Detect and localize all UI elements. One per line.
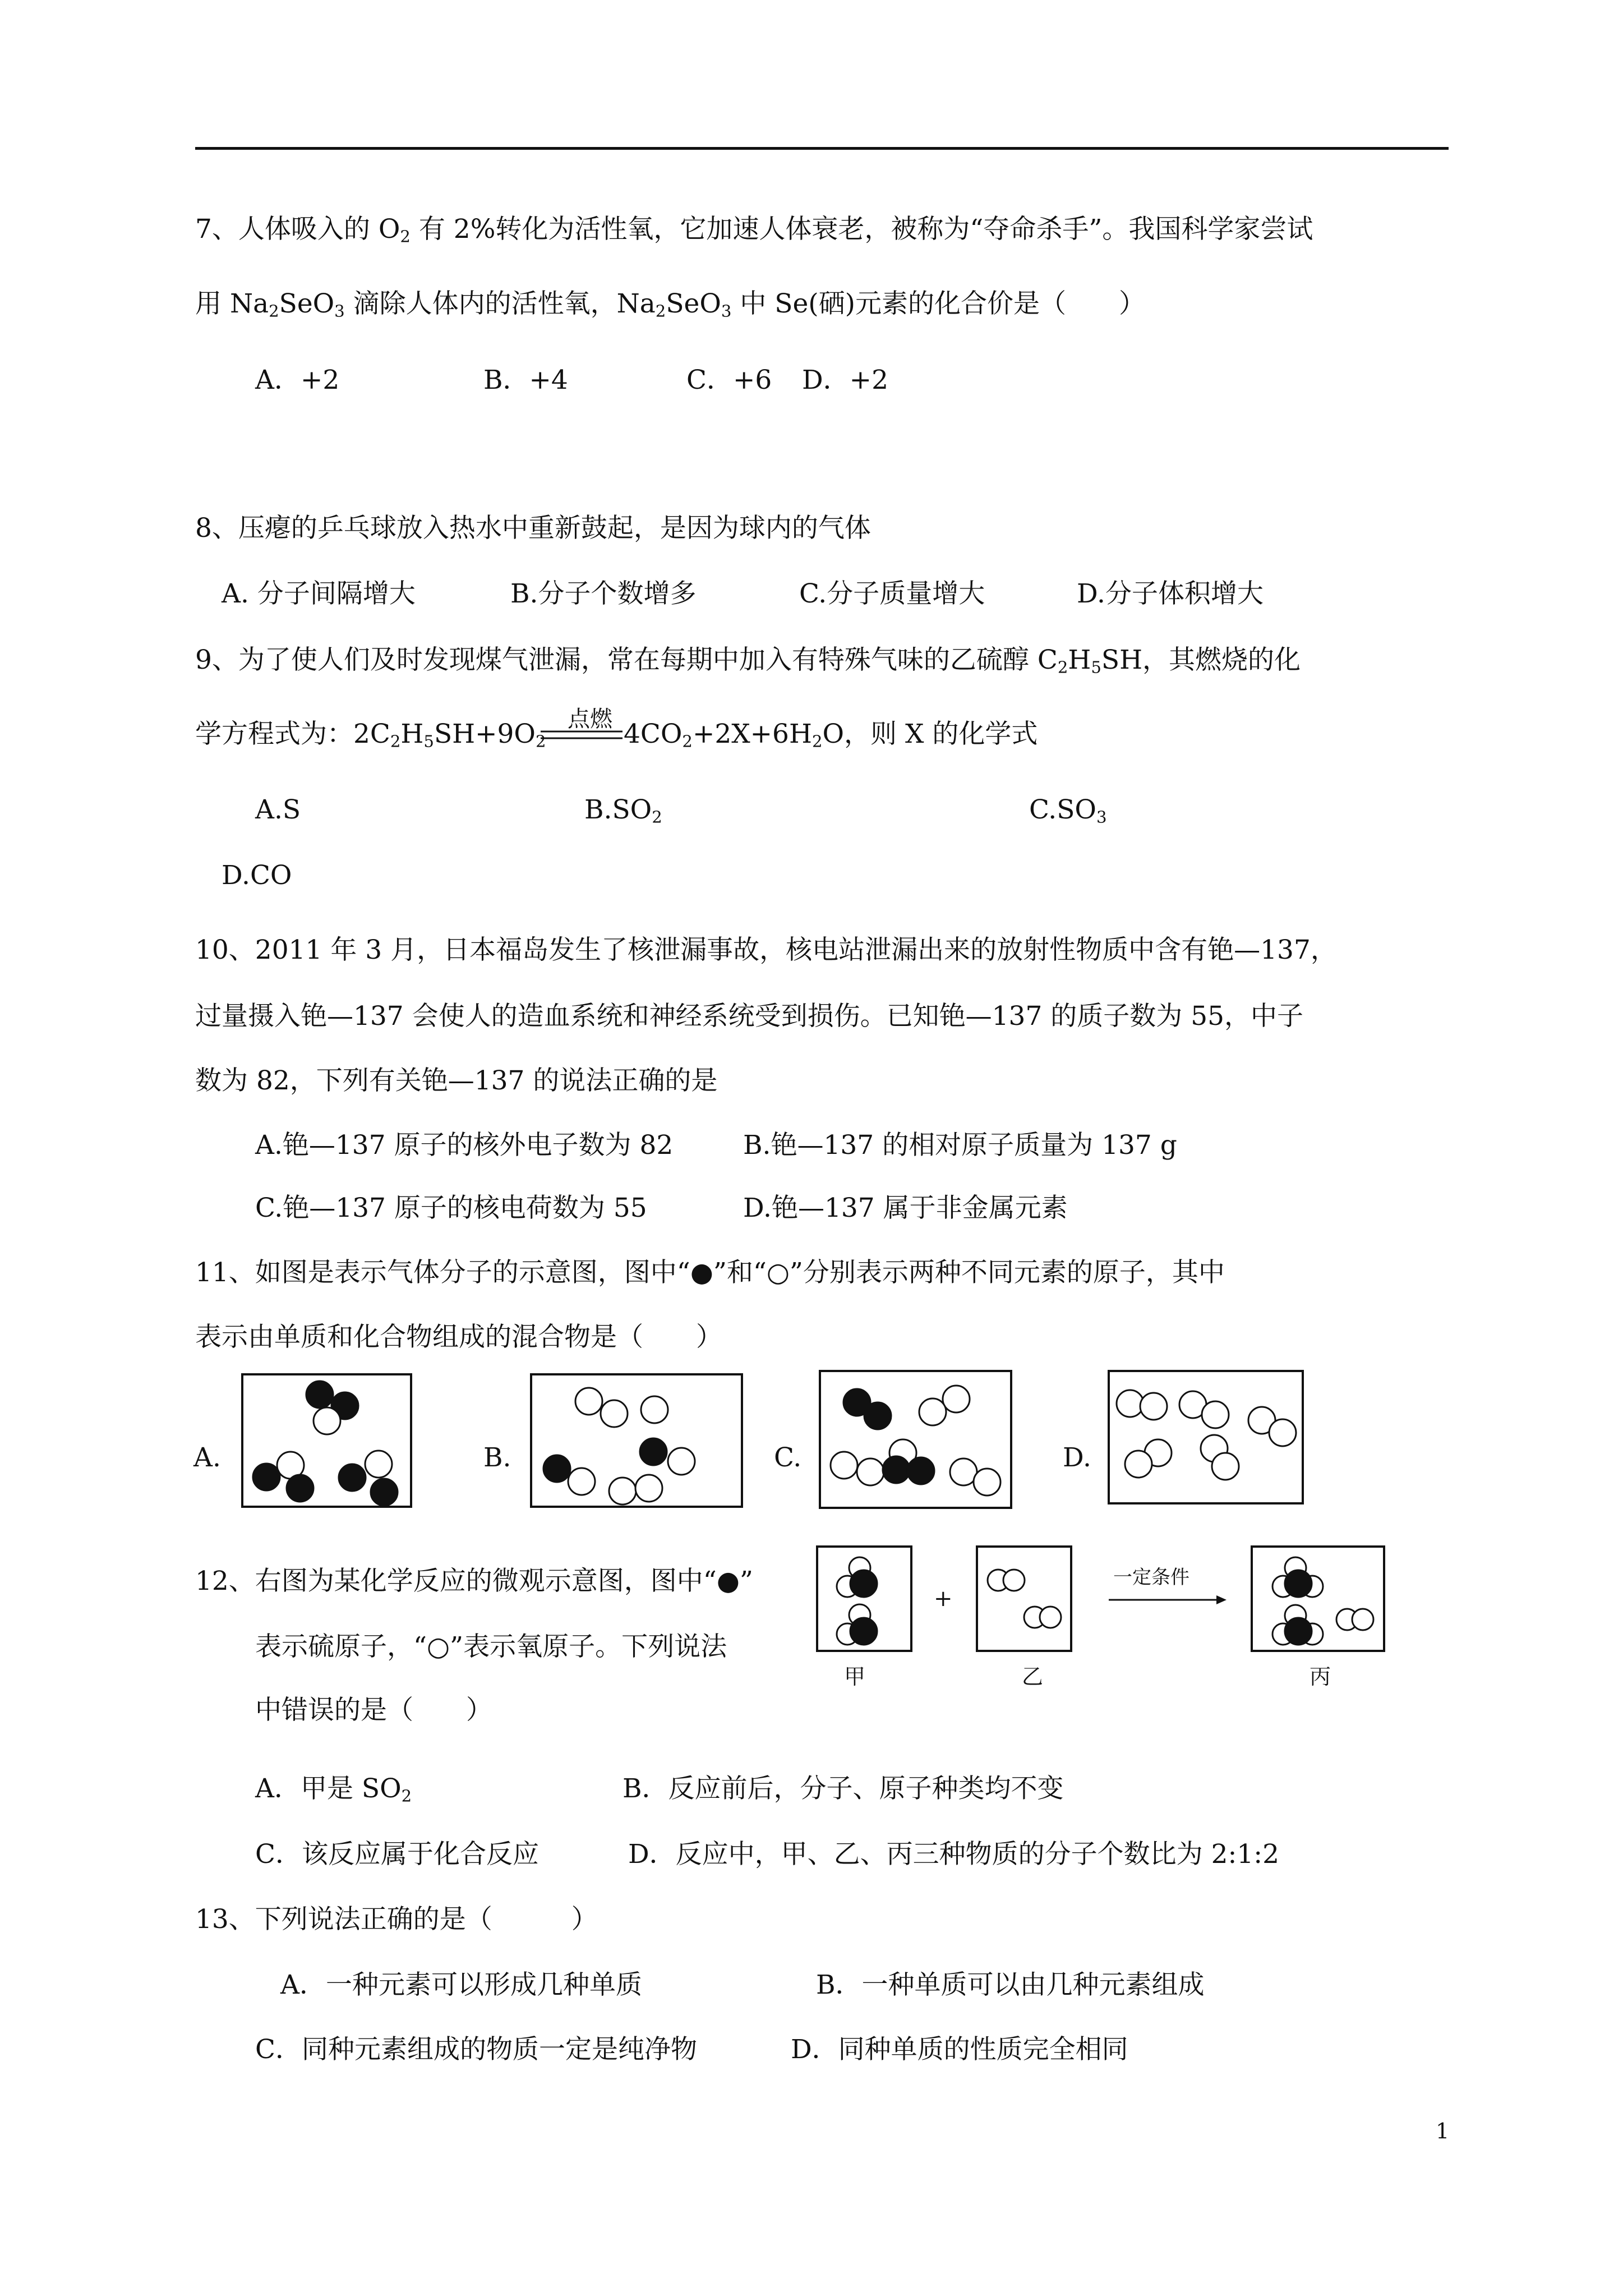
q11-diagram-b xyxy=(530,1373,743,1508)
q10-option-d: D.铯—137 属于非金属元素 xyxy=(743,1193,1068,1223)
page-number: 1 xyxy=(1436,2119,1450,2143)
q12-label-bing: 丙 xyxy=(1310,1664,1331,1689)
q12-label-jia: 甲 xyxy=(844,1664,866,1689)
q12-line1: 12、右图为某化学反应的微观示意图，图中“●” xyxy=(195,1566,753,1596)
q13-option-c: C．同种元素组成的物质一定是纯净物 xyxy=(255,2034,697,2065)
q7-option-d: D．+2 xyxy=(802,365,888,395)
q11-diagram-d xyxy=(1108,1370,1304,1504)
q12-option-c: C．该反应属于化合反应 xyxy=(255,1839,539,1870)
q9-line1: 9、为了使人们及时发现煤气泄漏，常在每期中加入有特殊气味的乙硫醇 $C_2H_5SH$，其燃烧的化 xyxy=(195,645,1301,677)
q8-option-c: C.分子质量增大 xyxy=(799,578,985,609)
q11-label-a: A. xyxy=(193,1442,221,1473)
q7-option-b: B．+4 xyxy=(483,365,568,395)
q9-equals-sign xyxy=(540,729,624,742)
q8-stem: 8、压瘪的乒乓球放入热水中重新鼓起，是因为球内的气体 xyxy=(195,513,871,544)
q10-option-a: A.铯—137 原子的核外电子数为 82 xyxy=(255,1130,674,1161)
q11-label-b: B. xyxy=(483,1442,511,1473)
q11-label-c: C. xyxy=(774,1442,802,1473)
q10-option-b: B.铯—137 的相对原子质量为 137 g xyxy=(743,1130,1177,1161)
q8-option-a: A. 分子间隔增大 xyxy=(222,578,416,609)
q13-option-a: A．一种元素可以形成几种单质 xyxy=(280,1970,642,2000)
q12-box-bing xyxy=(1251,1545,1385,1652)
q12-option-d: D．反应中，甲、乙、丙三种物质的分子个数比为 2:1:2 xyxy=(628,1839,1279,1870)
q13-option-d: D．同种单质的性质完全相同 xyxy=(791,2034,1128,2065)
q10-line1: 10、2011 年 3 月，日本福岛发生了核泄漏事故，核电站泄漏出来的放射性物质中含有铯—137， xyxy=(195,935,1337,965)
q10-option-c: C.铯—137 原子的核电荷数为 55 xyxy=(255,1193,647,1223)
q13-stem: 13、下列说法正确的是（ ） xyxy=(195,1904,598,1935)
q7-option-c: C．+6 xyxy=(686,365,772,395)
q9-equation-right: $4CO_2+2X+6H_2O$，则 X 的化学式 xyxy=(624,719,1038,751)
q9-equation-left: 学方程式为：$2C_2H_5SH+9O_2$ xyxy=(195,719,546,751)
q7-option-a: A．+2 xyxy=(255,365,340,395)
q11-diagram-a xyxy=(241,1373,412,1508)
header-rule xyxy=(195,147,1449,150)
q8-option-b: B.分子个数增多 xyxy=(510,578,697,609)
q8-option-d: D.分子体积增大 xyxy=(1077,578,1264,609)
q12-box-jia xyxy=(816,1545,912,1652)
q12-arrow xyxy=(1108,1593,1228,1607)
q9-option-b: $B.SO_2$ xyxy=(584,794,662,827)
q12-line3: 中错误的是（ ） xyxy=(255,1695,492,1726)
q9-option-d: D.CO xyxy=(222,860,292,891)
q12-option-a: A．甲是 $SO_2$ xyxy=(255,1773,412,1806)
q9-condition: 点燃 xyxy=(568,706,612,732)
q12-box-yi xyxy=(976,1545,1072,1652)
q10-line3: 数为 82，下列有关铯—137 的说法正确的是 xyxy=(195,1065,718,1096)
q11-line1: 11、如图是表示气体分子的示意图，图中“●”和“○”分别表示两种不同元素的原子，其中 xyxy=(195,1257,1225,1288)
q12-condition: 一定条件 xyxy=(1113,1566,1189,1589)
q9-option-c: $C.SO_3$ xyxy=(1029,794,1107,827)
q7-line2: 用 $Na_2SeO_3$ 滴除人体内的活性氧，$Na_2SeO_3$ 中 Se(硒)元素的化合价是（ ） xyxy=(195,288,1145,321)
q7-line1: 7、人体吸入的 $O_2$ 有 2%转化为活性氧，它加速人体衰老，被称为“夺命杀手”。我国科学家尝试 xyxy=(195,214,1313,246)
q10-line2: 过量摄入铯—137 会使人的造血系统和神经系统受到损伤。已知铯—137 的质子数为 55，中子 xyxy=(195,1001,1304,1032)
q13-option-b: B．一种单质可以由几种元素组成 xyxy=(816,1970,1205,2000)
q12-line2: 表示硫原子，“○”表示氧原子。下列说法 xyxy=(255,1631,727,1662)
q12-plus: + xyxy=(934,1586,953,1612)
q12-label-yi: 乙 xyxy=(1022,1664,1044,1689)
q9-option-a: A.S xyxy=(255,794,301,825)
q11-label-d: D. xyxy=(1063,1442,1091,1473)
q12-option-b: B．反应前后，分子、原子种类均不变 xyxy=(623,1773,1064,1804)
q11-diagram-c xyxy=(819,1370,1012,1509)
q11-line2: 表示由单质和化合物组成的混合物是（ ） xyxy=(195,1322,722,1352)
